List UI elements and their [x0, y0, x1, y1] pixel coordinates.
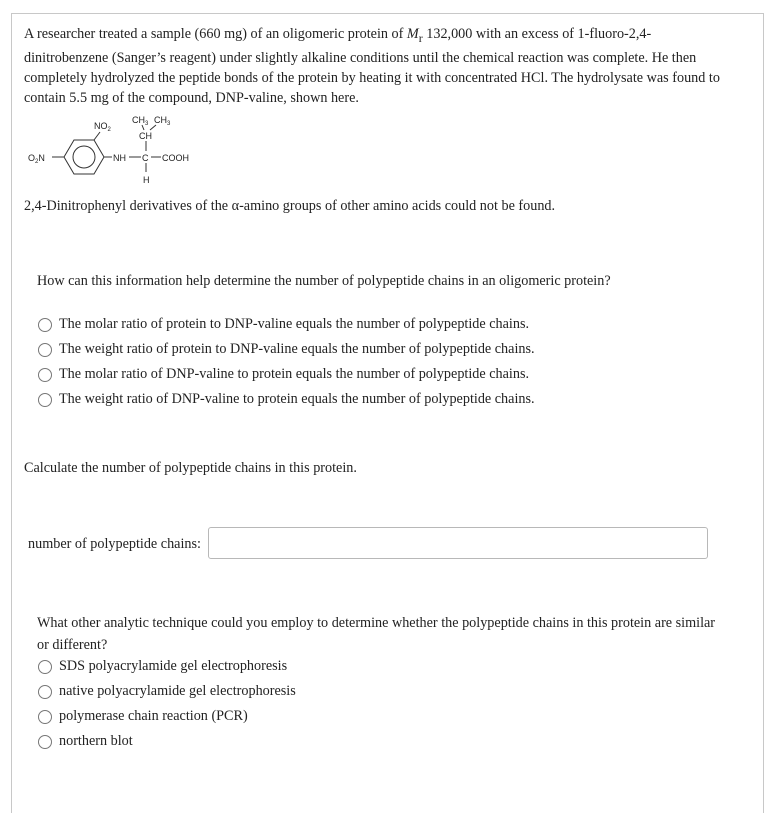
mr-symbol: M — [406, 26, 419, 42]
q1-options — [38, 312, 535, 412]
c-label: C — [142, 153, 149, 163]
option-label: SDS polyacrylamide gel electrophoresis — [59, 658, 288, 674]
o2n-label: $O_2N$ — [28, 153, 45, 165]
no2-label: $NO_2$ — [94, 121, 111, 133]
q3-option-4[interactable] — [38, 729, 296, 754]
polypeptide-chains-input[interactable] — [208, 527, 708, 559]
option-label: polymerase chain reaction (PCR) — [59, 708, 248, 724]
dnp-note: 2,4-Dinitrophenyl derivatives of the α-amino groups of other amino acids could not be found. — [24, 198, 556, 214]
q3-option-3[interactable] — [38, 704, 296, 729]
q3-question: What other analytic technique could you employ to determine whether the polypeptide chains in this protein are similar or different? — [37, 615, 716, 653]
problem-intro: A researcher treated a sample (660 mg) of an oligomeric protein of $M_r$ 132,000 with an excess of 1-fluoro-2,4-dinitrobenzene (Sanger’s reagent) under slightly alkaline conditions until the chemical reaction was complete. He then completely hydrolyzed the peptide bonds of the protein by heating it with concentrated HCl. The hydrolysate was found to contain 5.5 mg of the compound, DNP-valine, shown here. — [24, 26, 720, 106]
option-label: The molar ratio of protein to DNP-valine equals the number of polypeptide chains. — [59, 316, 530, 332]
option-label: northern blot — [59, 733, 133, 749]
radio-button-icon[interactable] — [38, 318, 52, 332]
q3-option-2[interactable] — [38, 679, 296, 704]
q1-option-1[interactable] — [38, 312, 535, 337]
radio-button-icon[interactable] — [38, 343, 52, 357]
q3-options — [38, 654, 296, 754]
q1-question: How can this information help determine the number of polypeptide chains in an oligomeric protein? — [37, 273, 611, 289]
ch3-label-b: $CH_3$ — [154, 115, 171, 127]
radio-button-icon[interactable] — [38, 660, 52, 674]
radio-button-icon[interactable] — [38, 685, 52, 699]
q3-option-1[interactable] — [38, 654, 296, 679]
q1-option-4[interactable] — [38, 387, 535, 412]
ch3-label-a: $CH_3$ — [132, 115, 149, 127]
option-label: The weight ratio of DNP-valine to protein equals the number of polypeptide chains. — [59, 391, 535, 407]
radio-button-icon[interactable] — [38, 368, 52, 382]
ch-label: CH — [139, 131, 152, 141]
q1-option-3[interactable] — [38, 362, 535, 387]
radio-button-icon[interactable] — [38, 735, 52, 749]
nh-label: NH — [113, 153, 126, 163]
dnp-valine-structure — [24, 113, 214, 193]
option-label: native polyacrylamide gel electrophoresis — [59, 683, 296, 699]
option-label: The molar ratio of DNP-valine to protein equals the number of polypeptide chains. — [59, 366, 530, 382]
q1-option-2[interactable] — [38, 337, 535, 362]
radio-button-icon[interactable] — [38, 393, 52, 407]
cooh-label: COOH — [162, 153, 189, 163]
mr-subscript: r — [418, 30, 423, 45]
h-label: H — [143, 175, 150, 185]
option-label: The weight ratio of protein to DNP-valine equals the number of polypeptide chains. — [59, 341, 535, 357]
q2-question: Calculate the number of polypeptide chains in this protein. — [24, 460, 357, 476]
answer-label: number of polypeptide chains: — [28, 536, 201, 552]
radio-button-icon[interactable] — [38, 710, 52, 724]
